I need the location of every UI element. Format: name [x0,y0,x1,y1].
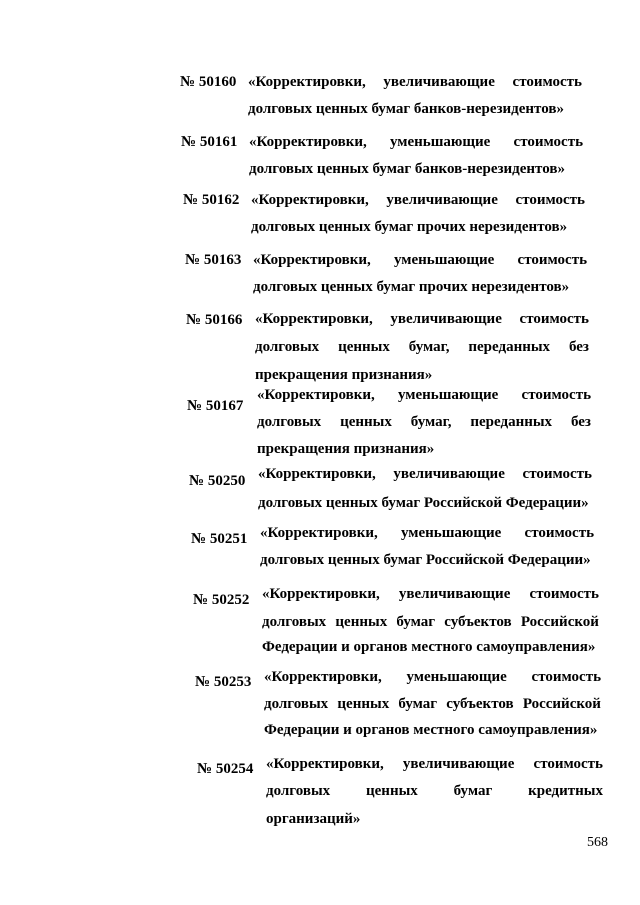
title-word: бумаг [398,696,438,712]
title-word: кредитных [528,783,603,799]
title-word: увеличивающие [398,586,511,602]
title-word: стоимость [515,192,585,208]
title-word: долговых [257,414,322,430]
title-word: стоимость [517,252,587,268]
title-word: долговых [264,696,329,712]
account-number: № 50250 [189,473,246,489]
page-number: 568 [587,835,608,850]
account-number: № 50252 [193,592,250,608]
account-title-line [266,811,360,827]
account-title-line [249,134,583,150]
account-title-line [248,101,564,117]
account-title-line [257,414,591,430]
title-word: увеличивающие [386,192,498,208]
title-word: бумаг, [410,414,452,430]
title-word: бумаг [453,783,493,799]
title-word: бумаг, [408,339,450,355]
title-word: ценных [366,783,418,799]
account-title-line [248,74,582,90]
title-word: Федерации и органов местного самоуправления» [264,722,598,738]
title-word: «Корректировки, [264,669,382,685]
account-title-line [249,161,565,177]
account-title-line [251,219,567,235]
title-word: без [568,339,589,355]
title-word: стоимость [521,387,591,403]
title-word: долговых ценных бумаг банков-нерезидентов» [248,101,564,117]
account-title-line [255,367,432,383]
account-number: № 50163 [185,252,242,268]
title-word: прекращения признания» [255,367,433,383]
title-word: уменьшающие [397,387,499,403]
title-word: субъектов [446,696,514,712]
account-title-line [257,441,434,457]
account-title-line [266,756,603,772]
account-title-line [262,586,599,602]
title-word: ценных [338,339,390,355]
account-number: № 50254 [197,761,254,777]
account-title-line [255,311,589,327]
account-title-line [266,783,603,799]
title-word: «Корректировки, [255,311,373,327]
title-word: «Корректировки, [253,252,371,268]
title-word: увеличивающие [390,311,502,327]
title-word: «Корректировки, [262,586,380,602]
title-word: ценных [337,696,390,712]
title-word: Российской [522,696,601,712]
title-word: долговых [255,339,320,355]
title-word: долговых ценных бумаг прочих нерезидентов» [253,279,570,295]
title-word: увеличивающие [383,74,495,90]
account-title-line [264,696,601,712]
title-word: стоимость [524,525,594,541]
title-word: стоимость [513,134,583,150]
account-number: № 50167 [187,398,244,414]
title-word: организаций» [266,811,361,827]
title-word: уменьшающие [389,134,491,150]
title-word: уменьшающие [400,525,502,541]
title-word: долговых [266,783,331,799]
account-title-line [262,639,595,655]
account-title-line [251,192,585,208]
account-number: № 50253 [195,674,252,690]
title-word: без [570,414,591,430]
title-word: долговых ценных бумаг банков-нерезидентов» [249,161,565,177]
account-title-line [255,339,589,355]
account-number: № 50161 [181,134,238,150]
title-word: стоимость [531,669,601,685]
title-word: стоимость [522,466,592,482]
title-word: переданных [470,414,553,430]
title-word: «Корректировки, [258,466,376,482]
title-word: бумаг [396,614,436,630]
account-title-line [262,614,599,630]
title-word: стоимость [512,74,582,90]
title-word: увеличивающие [402,756,515,772]
account-title-line [264,722,597,738]
title-word: уменьшающие [406,669,507,685]
account-title-line [264,669,601,685]
title-word: увеличивающие [393,466,505,482]
title-word: субъектов [444,614,512,630]
title-word: «Корректировки, [257,387,375,403]
title-word: Российской [520,614,599,630]
account-title-line [253,279,569,295]
title-word: ценных [340,414,392,430]
title-word: долговых [262,614,327,630]
title-word: «Корректировки, [266,756,384,772]
account-title-line [260,525,594,541]
account-title-line [258,466,592,482]
title-word: стоимость [519,311,589,327]
title-word: «Корректировки, [248,74,366,90]
title-word: уменьшающие [393,252,495,268]
account-title-line [258,495,589,511]
account-title-line [253,252,587,268]
account-title-line [260,552,591,568]
title-word: ценных [335,614,388,630]
title-word: долговых ценных бумаг Российской Федерации» [260,552,591,568]
title-word: «Корректировки, [260,525,378,541]
account-number: № 50251 [191,531,248,547]
title-word: Федерации и органов местного самоуправления» [262,639,596,655]
account-number: № 50166 [186,312,243,328]
title-word: стоимость [533,756,603,772]
title-word: прекращения признания» [257,441,435,457]
title-word: долговых ценных бумаг прочих нерезидентов» [251,219,568,235]
title-word: «Корректировки, [249,134,367,150]
title-word: «Корректировки, [251,192,369,208]
account-number: № 50162 [183,192,240,208]
account-title-line [257,387,591,403]
title-word: долговых ценных бумаг Российской Федерации» [258,495,589,511]
account-number: № 50160 [180,74,237,90]
title-word: стоимость [529,586,599,602]
title-word: переданных [468,339,551,355]
